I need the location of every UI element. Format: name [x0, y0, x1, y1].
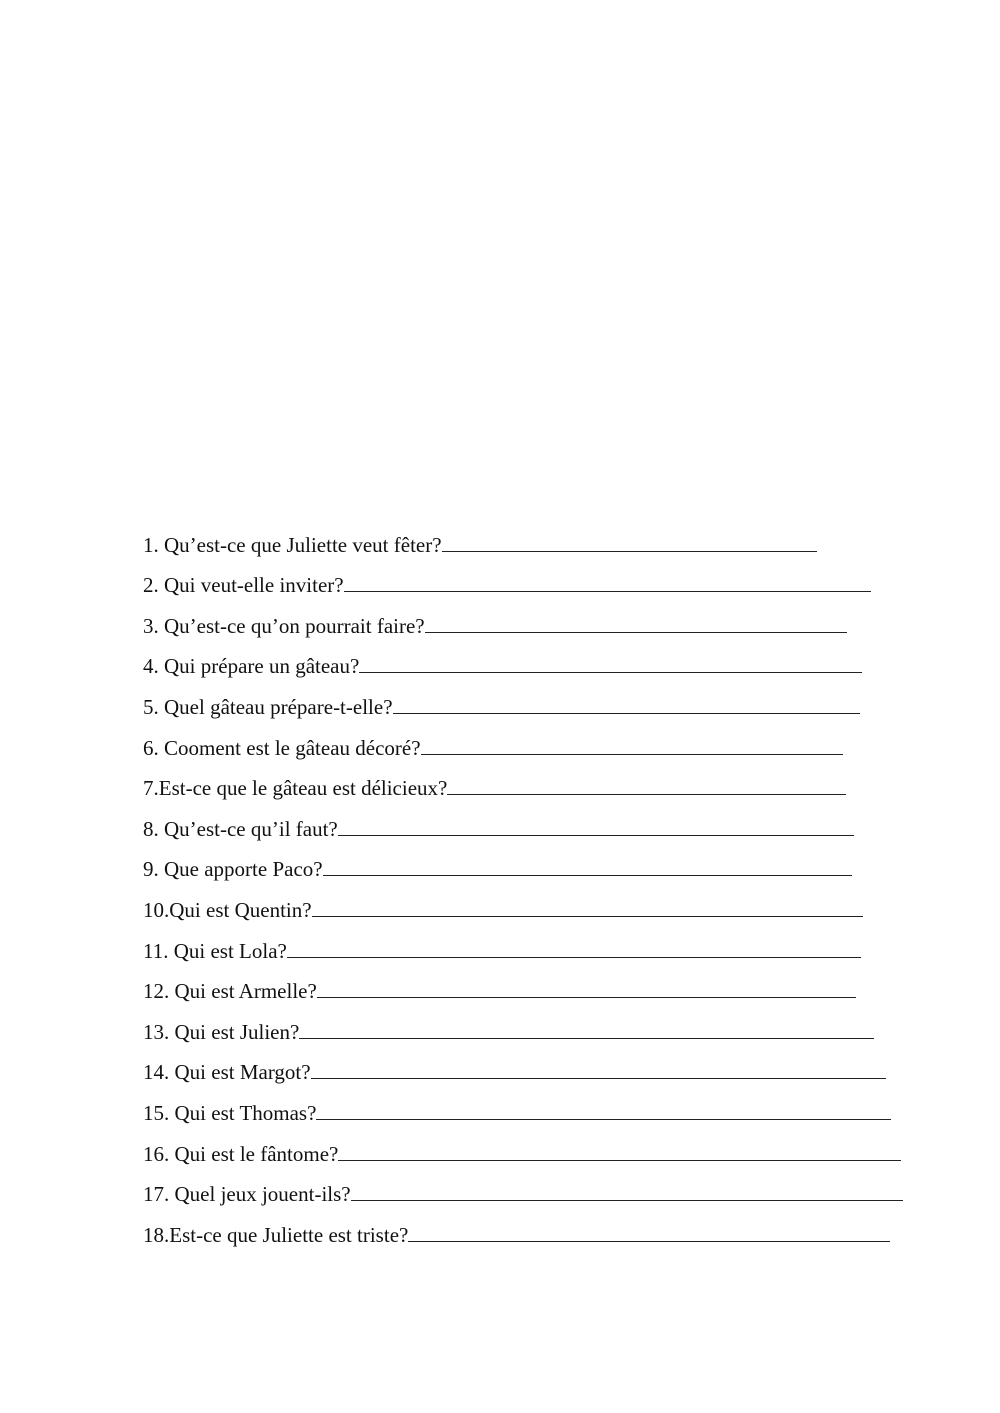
question-17	[143, 1166, 943, 1207]
question-text: Qu’est-ce qu’on pourrait faire?	[164, 613, 425, 638]
answer-line[interactable]	[447, 794, 846, 795]
question-5	[143, 678, 943, 719]
question-number: 14.	[143, 1060, 170, 1085]
question-3	[143, 597, 943, 638]
question-number: 12.	[143, 979, 170, 1004]
question-number: 5.	[143, 694, 159, 719]
question-text: Qu’est-ce que Juliette veut fêter?	[164, 532, 442, 557]
answer-line[interactable]	[311, 1078, 886, 1079]
question-text: Est-ce que le gâteau est délicieux?	[158, 776, 448, 801]
question-number: 7.	[143, 776, 159, 801]
answer-line[interactable]	[359, 672, 862, 673]
question-15	[143, 1084, 943, 1125]
answer-line[interactable]	[317, 997, 856, 998]
question-number: 3.	[143, 613, 159, 638]
answer-line[interactable]	[287, 957, 861, 958]
question-4	[143, 638, 943, 679]
question-number: 1.	[143, 532, 159, 557]
question-number: 11.	[143, 938, 169, 963]
question-number: 17.	[143, 1182, 170, 1207]
answer-line[interactable]	[316, 1119, 891, 1120]
question-text: Quel gâteau prépare-t-elle?	[164, 694, 393, 719]
question-number: 10.	[143, 897, 170, 922]
answer-line[interactable]	[408, 1241, 890, 1242]
answer-line[interactable]	[338, 1160, 901, 1161]
question-text: Qui est Julien?	[174, 1019, 300, 1044]
question-number: 8.	[143, 816, 159, 841]
question-text: Qui est Thomas?	[174, 1100, 317, 1125]
question-12	[143, 963, 943, 1004]
answer-line[interactable]	[299, 1038, 874, 1039]
question-2	[143, 557, 943, 598]
question-number: 2.	[143, 573, 159, 598]
question-1	[143, 516, 943, 557]
answer-line[interactable]	[344, 591, 871, 592]
answer-line[interactable]	[323, 875, 852, 876]
question-16	[143, 1125, 943, 1166]
question-10	[143, 881, 943, 922]
question-text: Qui est Armelle?	[174, 979, 317, 1004]
question-list	[143, 516, 943, 1247]
question-number: 4.	[143, 654, 159, 679]
question-text: Qui prépare un gâteau?	[164, 654, 360, 679]
question-13	[143, 1003, 943, 1044]
answer-line[interactable]	[312, 916, 863, 917]
question-text: Est-ce que Juliette est triste?	[169, 1222, 409, 1247]
question-text: Qu’est-ce qu’il faut?	[164, 816, 338, 841]
question-11	[143, 922, 943, 963]
answer-line[interactable]	[338, 835, 854, 836]
question-18	[143, 1206, 943, 1247]
question-9	[143, 841, 943, 882]
question-14	[143, 1044, 943, 1085]
question-text: Que apporte Paco?	[164, 857, 323, 882]
question-text: Qui est Quentin?	[169, 897, 312, 922]
question-text: Qui est Margot?	[174, 1060, 311, 1085]
question-number: 13.	[143, 1019, 170, 1044]
question-text: Qui veut-elle inviter?	[164, 573, 344, 598]
question-text: Qui est Lola?	[173, 938, 287, 963]
question-number: 9.	[143, 857, 159, 882]
answer-line[interactable]	[425, 632, 847, 633]
question-number: 6.	[143, 735, 159, 760]
answer-line[interactable]	[351, 1200, 903, 1201]
question-number: 18.	[143, 1222, 170, 1247]
question-6	[143, 719, 943, 760]
answer-line[interactable]	[393, 713, 860, 714]
answer-line[interactable]	[442, 551, 817, 552]
question-number: 15.	[143, 1100, 170, 1125]
question-8	[143, 800, 943, 841]
question-text: Quel jeux jouent-ils?	[174, 1182, 351, 1207]
question-text: Cooment est le gâteau décoré?	[164, 735, 421, 760]
question-text: Qui est le fântome?	[174, 1141, 339, 1166]
question-7	[143, 760, 943, 801]
question-number: 16.	[143, 1141, 170, 1166]
answer-line[interactable]	[421, 754, 843, 755]
